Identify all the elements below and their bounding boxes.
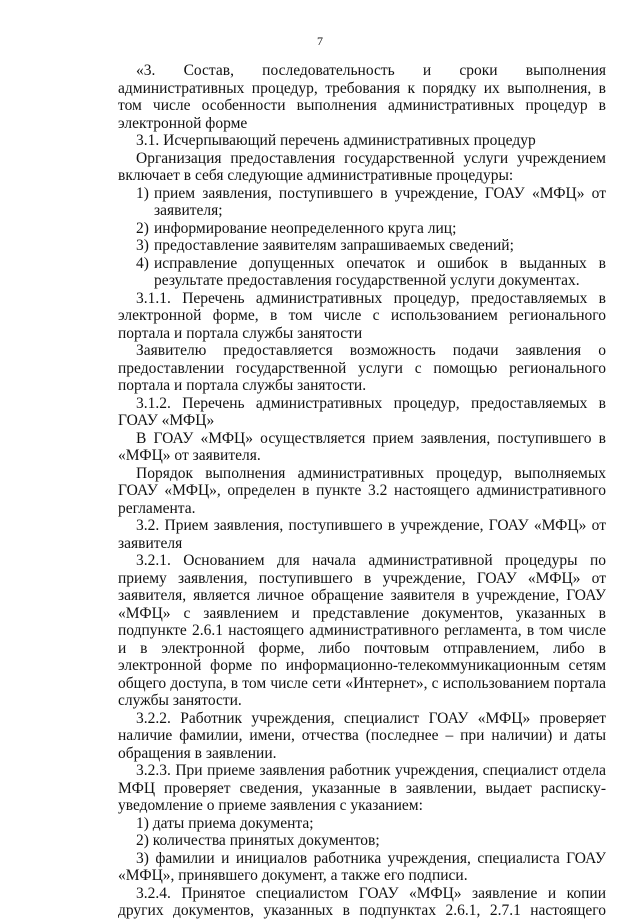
page-number: 7: [317, 34, 323, 48]
subsection-heading: 3.1. Исчерпывающий перечень административных процедур: [136, 132, 536, 149]
list-item: 1) даты приема документа;: [136, 814, 314, 832]
procedures-list: [118, 185, 606, 290]
list-item-number: 4): [136, 254, 149, 272]
paragraph: 3.2.2. Работник учреждения, специалист ГОАУ «МФЦ» проверяет наличие фамилии, имени, отчества (последнее – при наличии) и даты обращения в заявлении.: [118, 709, 606, 762]
subsection-heading: 3.2. Прием заявления, поступившего в учреждение, ГОАУ «МФЦ» от заявителя: [118, 517, 606, 552]
list-item: [118, 255, 606, 290]
list-item: [118, 185, 606, 220]
list-item-number: 2): [136, 219, 149, 237]
document-body: [118, 62, 606, 920]
paragraph: 3.2.4. Принятое специалистом ГОАУ «МФЦ» заявление и копии других документов, указанных в подпунктах 2.6.1, 2.7.1 настоящего: [118, 884, 606, 919]
list-item-text: информирование неопределенного круга лиц;: [154, 219, 457, 237]
list-item: 2) количества принятых документов;: [136, 832, 380, 849]
list-item-number: 1): [136, 184, 149, 202]
list-item: [118, 237, 606, 255]
paragraph: Заявителю предоставляется возможность подачи заявления о предоставлении государственной услуги с помощью регионального портала и портала службы занятости.: [118, 342, 606, 394]
paragraph: 3.2.1. Основанием для начала административной процедуры по приему заявления, поступившего в учреждение, ГОАУ «МФЦ» от заявителя, является личное обращение заявителя в учреждение, ГОАУ «МФЦ» с заявлением и представление документов, указанных в подпункте 2.6.1 настоящего административного регламента, в том числе и в электронной форме, либо почтовым отправлением, либо в электронной форме по информационно-телекоммуникационным сетям общего доступа, в том числе сети «Интернет», с использованием портала службы занятости.: [118, 552, 606, 709]
list-item: [118, 220, 606, 238]
paragraph: Порядок выполнения административных процедур, выполняемых ГОАУ «МФЦ», определен в пункте 3.2 настоящего административного регламента.: [118, 464, 606, 517]
list-item: 3) фамилии и инициалов работника учреждения, специалиста ГОАУ «МФЦ», принявшего документ, а также его подписи.: [118, 849, 606, 884]
paragraph: 3.2.3. При приеме заявления работник учреждения, специалист отдела МФЦ проверяет сведения, указанные в заявлении, выдает расписку-уведомление о приеме заявления с указанием:: [118, 762, 606, 814]
list-item-text: прием заявления, поступившего в учреждение, ГОАУ «МФЦ» от заявителя;: [154, 184, 606, 219]
section-heading: «3. Состав, последовательность и сроки выполнения административных процедур, требования к порядку их выполнения, в том числе особенности выполнения административных процедур в электронной форме: [118, 62, 606, 132]
list-item-number: 3): [136, 237, 149, 254]
paragraph: В ГОАУ «МФЦ» осуществляется прием заявления, поступившего в «МФЦ» от заявителя.: [118, 429, 606, 464]
list-item-text: предоставление заявителям запрашиваемых сведений;: [154, 237, 514, 254]
subsection-heading: 3.1.2. Перечень административных процедур, предоставляемых в ГОАУ «МФЦ»: [118, 394, 606, 429]
paragraph: Организация предоставления государственной услуги учреждением включает в себя следующие административные процедуры:: [118, 149, 606, 184]
subsection-heading: 3.1.1. Перечень административных процедур, предоставляемых в электронной форме, в том числе с использованием регионального портала и портала службы занятости: [118, 289, 606, 342]
receipt-details-list: [118, 815, 606, 885]
list-item-text: исправление допущенных опечаток и ошибок в выданных в результате предоставления государственной услуги документах.: [154, 254, 606, 289]
